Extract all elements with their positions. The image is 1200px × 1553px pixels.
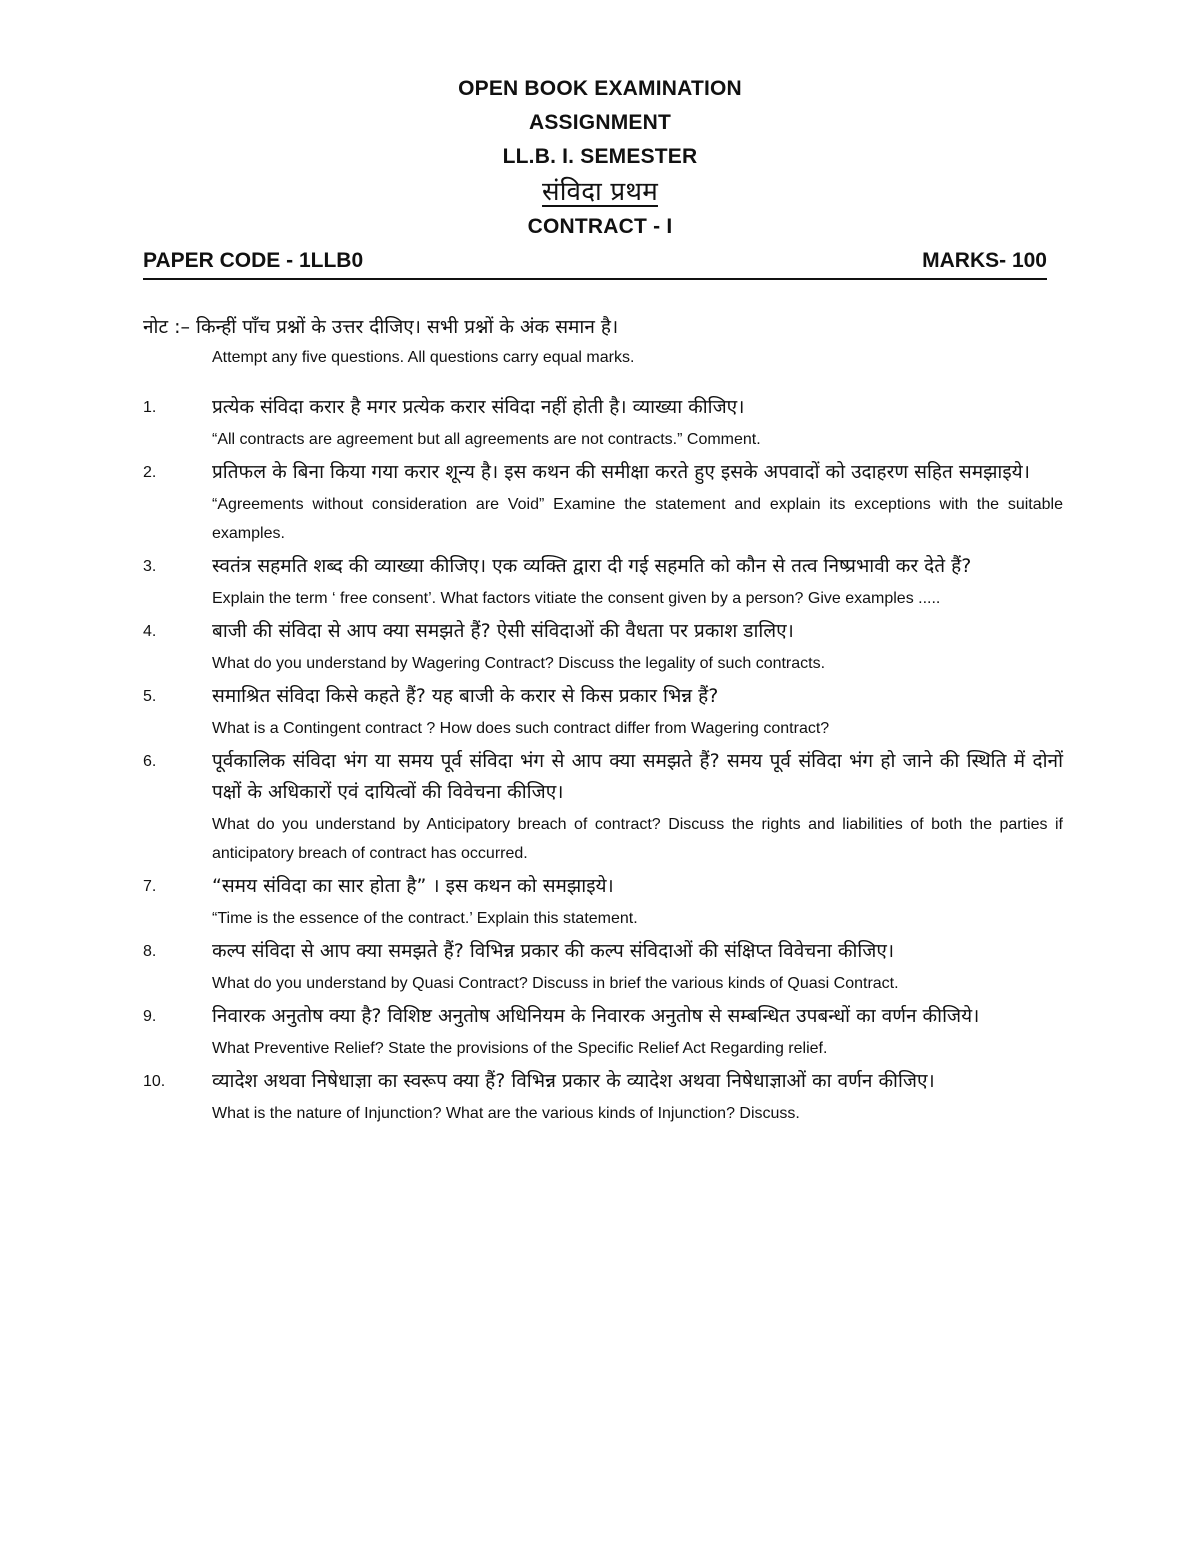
- question-item: [143, 1066, 1063, 1128]
- question-english: “Time is the essence of the contract.’ Explain this statement.: [212, 910, 638, 927]
- question-hindi: प्रतिफल के बिना किया गया करार शून्य है। इस कथन की समीक्षा करते हुए इसके अपवादों को उदाहरण सहित समझाइये।: [212, 461, 1030, 483]
- question-hindi: पूर्वकालिक संविदा भंग या समय पूर्व संविदा भंग से आप क्या समझते हैं? समय पूर्व संविदा भंग हो जाने की स्थिति में दोनों पक्षों के अधिकारों एवं दायित्वों की विवेचना कीजिए।: [212, 750, 1063, 803]
- question-number: 9.: [143, 1008, 157, 1025]
- question-hindi: व्यादेश अथवा निषेधाज्ञा का स्वरूप क्या हैं? विभिन्न प्रकार के व्यादेश अथवा निषेधाज्ञाओं का वर्णन कीजिए।: [212, 1070, 935, 1092]
- paper-code: PAPER CODE - 1LLB0: [143, 249, 364, 272]
- question-item: [143, 746, 1063, 868]
- question-hindi: स्वतंत्र सहमति शब्द की व्याख्या कीजिए। एक व्यक्ति द्वारा दी गई सहमति को कौन से तत्व निष्प्रभावी कर देते हैं?: [212, 555, 972, 577]
- question-item: [143, 871, 1063, 933]
- question-hindi: प्रत्येक संविदा करार है मगर प्रत्येक करार संविदा नहीं होती है। व्याख्या कीजिए।: [212, 396, 745, 418]
- question-item: [143, 616, 1063, 678]
- question-hindi: कल्प संविदा से आप क्या समझते हैं? विभिन्न प्रकार की कल्प संविदाओं की संक्षिप्त विवेचना कीजिए।: [212, 940, 895, 962]
- marks-total: MARKS- 100: [922, 249, 1047, 272]
- question-item: [143, 936, 1063, 998]
- hindi-subject-title: संविदा प्रथम: [542, 177, 658, 207]
- exam-type-heading: OPEN BOOK EXAMINATION: [458, 77, 742, 100]
- question-hindi: समाश्रित संविदा किसे कहते हैं? यह बाजी के करार से किस प्रकार भिन्न हैं?: [212, 685, 719, 707]
- question-english: “Agreements without consideration are Void” Examine the statement and explain its exceptions with the suitable examples.: [212, 496, 1063, 542]
- note-english: Attempt any five questions. All questions carry equal marks.: [212, 349, 635, 366]
- question-item: [143, 392, 1063, 454]
- question-english: What do you understand by Quasi Contract? Discuss in brief the various kinds of Quasi Contract.: [212, 975, 899, 992]
- document-header: [0, 72, 1200, 244]
- question-list: [143, 392, 1063, 1131]
- question-number: 7.: [143, 878, 157, 895]
- question-number: 5.: [143, 688, 157, 705]
- question-number: 8.: [143, 943, 157, 960]
- question-item: [143, 457, 1063, 548]
- question-number: 1.: [143, 399, 157, 416]
- paper-code-row: [143, 244, 1047, 280]
- question-english: Explain the term ‘ free consent’. What factors vitiate the consent given by a person? Give examples .....: [212, 590, 941, 607]
- question-english: What Preventive Relief? State the provisions of the Specific Relief Act Regarding relief.: [212, 1040, 828, 1057]
- question-number: 3.: [143, 558, 157, 575]
- question-number: 6.: [143, 753, 157, 770]
- question-hindi: “समय संविदा का सार होता है” । इस कथन को समझाइये।: [212, 875, 614, 897]
- instructions-note: [143, 312, 1063, 372]
- subject-heading: CONTRACT - I: [527, 215, 673, 238]
- question-english: What is the nature of Injunction? What are the various kinds of Injunction? Discuss.: [212, 1105, 800, 1122]
- question-number: 4.: [143, 623, 157, 640]
- question-item: [143, 681, 1063, 743]
- question-hindi: निवारक अनुतोष क्या है? विशिष्ट अनुतोष अधिनियम के निवारक अनुतोष से सम्बन्धित उपबन्धों का वर्णन कीजिये।: [212, 1005, 980, 1027]
- assignment-heading: ASSIGNMENT: [528, 111, 671, 134]
- semester-heading: LL.B. I. SEMESTER: [502, 145, 698, 168]
- question-english: What do you understand by Anticipatory breach of contract? Discuss the rights and liabilities of both the parties if anticipatory breach of contract has occurred.: [212, 816, 1063, 862]
- question-number: 10.: [143, 1073, 166, 1090]
- question-hindi: बाजी की संविदा से आप क्या समझते हैं? ऐसी संविदाओं की वैधता पर प्रकाश डालिए।: [212, 620, 794, 642]
- question-item: [143, 551, 1063, 613]
- note-hindi: नोट :– किन्हीं पाँच प्रश्नों के उत्तर दीजिए। सभी प्रश्नों के अंक समान है।: [143, 316, 619, 338]
- question-english: What is a Contingent contract ? How does such contract differ from Wagering contract?: [212, 720, 830, 737]
- question-english: What do you understand by Wagering Contract? Discuss the legality of such contracts.: [212, 655, 826, 672]
- question-item: [143, 1001, 1063, 1063]
- question-english: “All contracts are agreement but all agreements are not contracts.” Comment.: [212, 431, 761, 448]
- question-number: 2.: [143, 464, 157, 481]
